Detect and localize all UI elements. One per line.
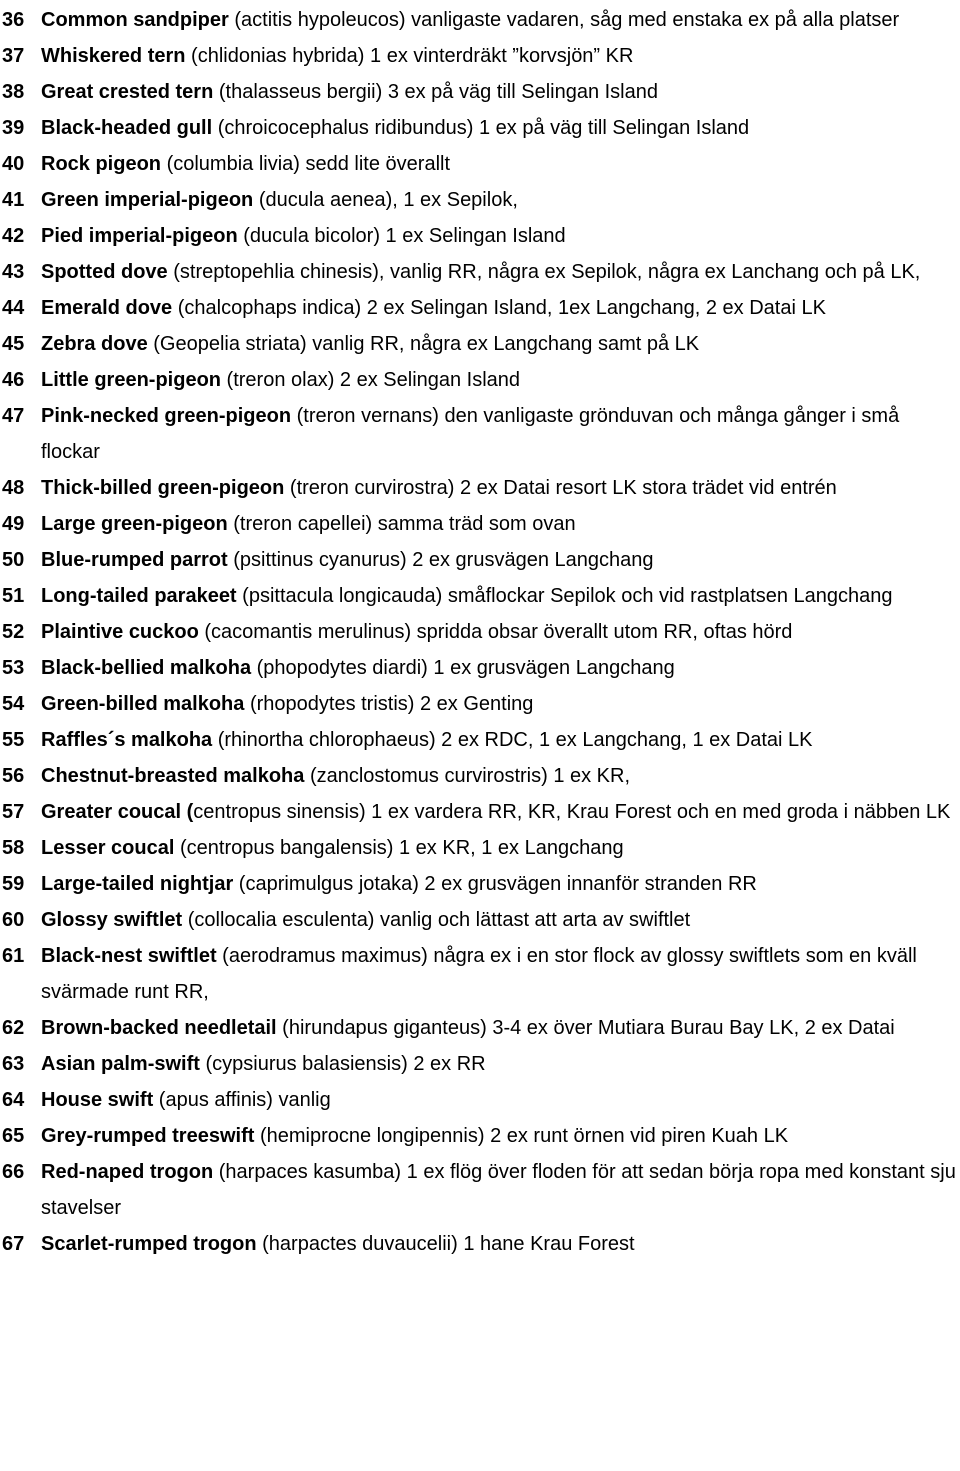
- species-detail: (collocalia esculenta) vanlig och lättast att arta av swiftlet: [182, 909, 691, 931]
- list-item: [0, 2, 960, 38]
- list-item: [0, 38, 960, 74]
- list-item: [0, 830, 960, 866]
- entry-number: 49: [2, 513, 25, 535]
- species-name: Raffles´s malkoha: [41, 729, 213, 751]
- species-detail: (ducula bicolor) 1 ex Selingan Island: [237, 225, 566, 247]
- species-name: Chestnut-breasted malkoha: [41, 765, 305, 787]
- list-item: [0, 794, 960, 830]
- species-name: Whiskered tern: [41, 45, 186, 67]
- species-name: Black-bellied malkoha: [41, 657, 252, 679]
- entry-number: 57: [2, 801, 25, 823]
- entry-number: 37: [2, 45, 25, 67]
- species-detail: (chroicocephalus ridibundus) 1 ex på väg till Selingan Island: [212, 117, 750, 139]
- species-detail: (hemiprocne longipennis) 2 ex runt örnen vid piren Kuah LK: [254, 1125, 789, 1147]
- list-item: [0, 614, 960, 650]
- list-item: [0, 1046, 960, 1082]
- species-name: Red-naped trogon: [41, 1161, 214, 1183]
- species-name: Greater coucal (: [41, 801, 194, 823]
- species-name: House swift: [41, 1089, 154, 1111]
- species-name: Rock pigeon: [41, 153, 162, 175]
- list-item: [0, 1226, 960, 1262]
- species-detail: (thalasseus bergii) 3 ex på väg till Selingan Island: [213, 81, 658, 103]
- species-detail: (ducula aenea), 1 ex Sepilok,: [253, 189, 518, 211]
- species-detail: (cacomantis merulinus) spridda obsar överallt utom RR, oftas hörd: [198, 621, 793, 643]
- list-item: [0, 110, 960, 146]
- entry-number: 52: [2, 621, 25, 643]
- entry-number: 64: [2, 1089, 25, 1111]
- species-name: Lesser coucal: [41, 837, 175, 859]
- entry-number: 63: [2, 1053, 25, 1075]
- species-detail: (chlidonias hybrida) 1 ex vinterdräkt ”korvsjön” KR: [185, 45, 634, 67]
- entry-number: 38: [2, 81, 25, 103]
- entry-number: 67: [2, 1233, 25, 1255]
- species-detail: (rhopodytes tristis) 2 ex Genting: [244, 693, 534, 715]
- species-name: Black-headed gull: [41, 117, 213, 139]
- species-detail: (Geopelia striata) vanlig RR, några ex Langchang samt på LK: [147, 333, 700, 355]
- entry-number: 48: [2, 477, 25, 499]
- list-item: [0, 218, 960, 254]
- entry-number: 62: [2, 1017, 25, 1039]
- species-name: Grey-rumped treeswift: [41, 1125, 255, 1147]
- species-name: Blue-rumped parrot: [41, 549, 228, 571]
- entry-number: 39: [2, 117, 25, 139]
- list-item: [0, 902, 960, 938]
- list-item: [0, 758, 960, 794]
- entry-number: 41: [2, 189, 25, 211]
- list-item: [0, 722, 960, 758]
- species-detail: (rhinortha chlorophaeus) 2 ex RDC, 1 ex Langchang, 1 ex Datai LK: [212, 729, 813, 751]
- list-item: [0, 650, 960, 686]
- species-name: Large-tailed nightjar: [41, 873, 234, 895]
- species-detail: (aerodramus maximus) några ex i en stor flock av glossy swiftlets som en kväll svärmade runt RR,: [41, 945, 917, 1003]
- species-name: Scarlet-rumped trogon: [41, 1233, 257, 1255]
- species-detail: (hirundapus giganteus) 3-4 ex över Mutiara Burau Bay LK, 2 ex Datai: [276, 1017, 895, 1039]
- list-item: [0, 470, 960, 506]
- list-item: [0, 1082, 960, 1118]
- entry-number: 43: [2, 261, 25, 283]
- species-detail: (caprimulgus jotaka) 2 ex grusvägen innanför stranden RR: [233, 873, 757, 895]
- species-detail: (cypsiurus balasiensis) 2 ex RR: [199, 1053, 486, 1075]
- entry-number: 50: [2, 549, 25, 571]
- species-detail: (treron vernans) den vanligaste grönduvan och många gånger i små flockar: [41, 405, 900, 463]
- species-detail: (actitis hypoleucos) vanligaste vadaren, såg med enstaka ex på alla platser: [228, 9, 900, 31]
- list-item: [0, 938, 960, 1010]
- entry-number: 42: [2, 225, 25, 247]
- entry-number: 46: [2, 369, 25, 391]
- list-item: [0, 1010, 960, 1046]
- species-name: Green-billed malkoha: [41, 693, 245, 715]
- list-item: [0, 686, 960, 722]
- list-item: [0, 146, 960, 182]
- species-detail: (streptopehlia chinesis), vanlig RR, några ex Sepilok, några ex Lanchang och på LK,: [167, 261, 921, 283]
- species-name: Spotted dove: [41, 261, 168, 283]
- entry-number: 40: [2, 153, 25, 175]
- entry-number: 47: [2, 405, 25, 427]
- species-detail: (phopodytes diardi) 1 ex grusvägen Langchang: [251, 657, 675, 679]
- list-item: [0, 542, 960, 578]
- species-name: Brown-backed needletail: [41, 1017, 277, 1039]
- list-item: [0, 290, 960, 326]
- species-name: Asian palm-swift: [41, 1053, 200, 1075]
- entry-number: 51: [2, 585, 25, 607]
- species-detail: (treron curvirostra) 2 ex Datai resort LK stora trädet vid entrén: [284, 477, 837, 499]
- species-name: Little green-pigeon: [41, 369, 221, 391]
- species-detail: (psittacula longicauda) småflockar Sepilok och vid rastplatsen Langchang: [236, 585, 893, 607]
- species-name: Great crested tern: [41, 81, 214, 103]
- species-detail: (harpactes duvaucelii) 1 hane Krau Forest: [256, 1233, 635, 1255]
- species-detail: (chalcophaps indica) 2 ex Selingan Island, 1ex Langchang, 2 ex Datai LK: [172, 297, 826, 319]
- list-item: [0, 866, 960, 902]
- species-detail: (harpaces kasumba) 1 ex flög över floden för att sedan börja ropa med konstant sju stavelser: [41, 1161, 956, 1219]
- entry-number: 55: [2, 729, 25, 751]
- entry-number: 65: [2, 1125, 25, 1147]
- species-name: Pied imperial-pigeon: [41, 225, 238, 247]
- list-item: [0, 578, 960, 614]
- species-name: Long-tailed parakeet: [41, 585, 237, 607]
- entry-number: 53: [2, 657, 25, 679]
- species-detail: (columbia livia) sedd lite överallt: [161, 153, 451, 175]
- list-item: [0, 1118, 960, 1154]
- list-item: [0, 506, 960, 542]
- species-name: Zebra dove: [41, 333, 148, 355]
- entry-number: 44: [2, 297, 25, 319]
- species-detail: (zanclostomus curvirostris) 1 ex KR,: [304, 765, 631, 787]
- species-detail: (centropus bangalensis) 1 ex KR, 1 ex Langchang: [174, 837, 624, 859]
- species-name: Emerald dove: [41, 297, 173, 319]
- entry-number: 58: [2, 837, 25, 859]
- list-item: [0, 182, 960, 218]
- list-item: [0, 1154, 960, 1226]
- entry-number: 59: [2, 873, 25, 895]
- entry-number: 36: [2, 9, 25, 31]
- species-detail: (psittinus cyanurus) 2 ex grusvägen Langchang: [227, 549, 654, 571]
- species-name: Green imperial-pigeon: [41, 189, 254, 211]
- species-detail: centropus sinensis) 1 ex vardera RR, KR, Krau Forest och en med groda i näbben LK: [193, 801, 951, 823]
- list-item: [0, 254, 960, 290]
- entry-number: 61: [2, 945, 25, 967]
- species-name: Large green-pigeon: [41, 513, 228, 535]
- species-name: Pink-necked green-pigeon: [41, 405, 292, 427]
- entry-number: 66: [2, 1161, 25, 1183]
- list-item: [0, 326, 960, 362]
- species-name: Thick-billed green-pigeon: [41, 477, 285, 499]
- list-item: [0, 398, 960, 470]
- species-detail: (apus affinis) vanlig: [153, 1089, 331, 1111]
- entry-number: 54: [2, 693, 25, 715]
- entry-number: 45: [2, 333, 25, 355]
- list-item: [0, 362, 960, 398]
- entry-number: 56: [2, 765, 25, 787]
- species-detail: (treron capellei) samma träd som ovan: [227, 513, 576, 535]
- entry-number: 60: [2, 909, 25, 931]
- species-detail: (treron olax) 2 ex Selingan Island: [221, 369, 521, 391]
- species-name: Black-nest swiftlet: [41, 945, 217, 967]
- species-name: Common sandpiper: [41, 9, 229, 31]
- species-name: Glossy swiftlet: [41, 909, 183, 931]
- species-name: Plaintive cuckoo: [41, 621, 199, 643]
- list-item: [0, 74, 960, 110]
